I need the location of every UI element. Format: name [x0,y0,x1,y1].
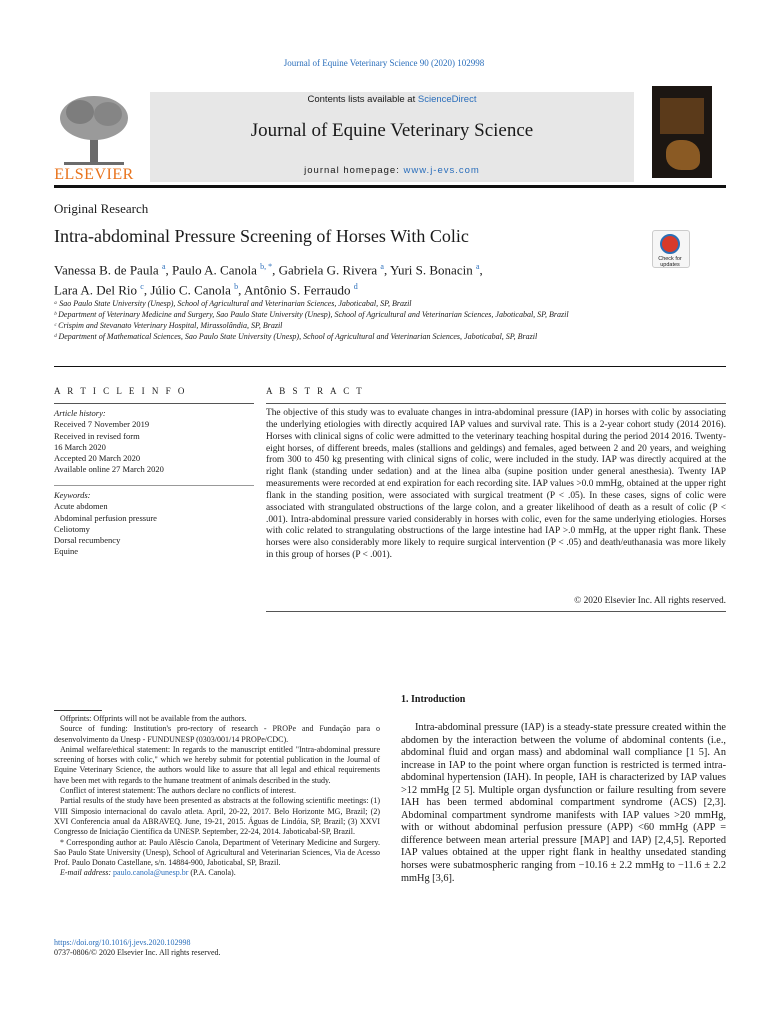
sciencedirect-link[interactable]: ScienceDirect [417,94,477,105]
author-name: Vanessa B. de Paula [54,262,159,278]
keywords-label: Keywords: [54,490,91,500]
footnote: Animal welfare/ethical statement: In regards to the manuscript entitled "Intra-abdominal pressure screening of horses with colic," which we hereby submit for potential publication in the Journal of Equine Veterinary Science, the authors would like to assure that all legal and ethical requirements have been met with regards to the humane treatment of animals described in the study. [54,744,380,785]
abstract-bottom-rule [266,611,726,612]
author-list: Vanessa B. de Paula $^a$, Paulo A. Canola $^{b, *}$, Gabriela G. Rivera $^a$, Yuri S. Bonacin $^a$, Lara A. Del Rio $^c$, Júlio C. Canola $^b$, Antônio S. Ferraudo $^d$ [54,262,483,298]
cover-horse-image [666,140,700,170]
email-label: E-mail address: [60,868,114,878]
email-link[interactable]: paulo.canola@unesp.br [113,868,189,878]
keyword: Acute abdomen [54,501,108,512]
check-updates-label: Check for updates [658,256,682,268]
affiliation: ᵈ Department of Mathematical Sciences, Sao Paulo State University (Unesp), School of Agricultural and Veterinarian Sciences, Jaboticabal, SP, Brazil [54,332,538,341]
email-suffix: (P.A. Canola). [188,868,236,878]
affiliation: ᵃ Sao Paulo State University (Unesp), School of Agricultural and Veterinarian Sciences, Jaboticabal, SP, Brazil [54,299,412,308]
author-affiliation-link[interactable]: b, * [260,262,273,271]
journal-citation[interactable]: Journal of Equine Veterinary Science 90 (2020) 102998 [283,58,485,68]
introduction-body: Intra-abdominal pressure (IAP) is a steady-state pressure created within the abdomen by the interaction between the volume of abdominal contents (i.e., abdominal fluid and organ mass) and abdominal wall compliance [1 5]. An increase in IAP to the point where organ function is restricted is termed intra-abdominal hypertension (IAH). In people, IAH is characterized by IAP values >12 mmHg [2 5]. Multiple organ dysfunction or failure resulting from severe IAH has been termed abdominal compartment syndrome (ACS) [2,3]. Abdominal compartment syndrome manifests with IAP values >20 mmHg, with or without abdominal perfusion pressure (APP) <60 mmHg (APP = difference between mean arterial pressure [MAP] and IAP) [2,4,5]. Reported IAP values obtained at the upper right flank in healthy unsedated standing horses were subatmospheric ranging from −10.16 ± 2.2 mmHg to −11.6 ± 2.2 mmHg [3,6]. [401,722,726,884]
author-name: Júlio C. Canola [150,282,231,298]
author-name: Antônio S. Ferraudo [243,282,351,298]
abstract-rule [266,403,726,404]
keyword: Equine [54,546,79,557]
history-entry: 16 March 2020 [54,441,106,452]
author-affiliation-link[interactable]: d [353,282,358,292]
homepage-link[interactable]: www.j-evs.com [403,165,480,176]
homepage-line [150,165,634,176]
article-info-heading: A R T I C L E I N F O [54,386,187,396]
email-footnote [54,868,380,878]
history-entry: Received in revised form [54,430,140,441]
cover-title-block [660,98,704,134]
author-name: Yuri S. Bonacin [390,262,473,278]
author-affiliation-link[interactable]: a [380,262,384,271]
footnote: Conflict of interest statement: The authors declare no conflicts of interest. [60,786,296,796]
keywords-list [54,490,254,558]
abstract-body: The objective of this study was to evaluate changes in intra-abdominal pressure (IAP) in horses with colic by associating the underlying etiologies with directly acquired IAP values and survival rate. This is a 2-year cohort study (2014 2016). Horses with clinical signs of colic were admitted to the veterinary teaching hospital during the period 2014 2016. Twenty-eight horses, of different breeds, males (stallions and geldings) and females, aged between 2 and 20 years, and weighing from 300 to 450 kg presenting with clinical signs of colic, were included in the study. IAP was directly acquired at the right flank (standing under sedation) and at the linea alba (supine position under general anesthesia). Twenty IAP measurements were recorded at end expiration for each recording site. IAP values >0.0 mmHg, obtained at the upper right flank in the standing position, were associated with surgical treatment (P < .05). In these cases, signs of colic were associated with strangulated obstructions of the large colon, and a greater likelihood of death as a result of colic (P < .001). Intra-abdominal pressure varied considerably in horses with colic, even for the same underlying etiologies. Horses with colic related to strangulating obstructions of the large intestine had IAP >.0 mmHg, at the upper right flank. These horses were also considerably more likely to require surgical intervention (P < .05) and death/euthanasia was more likely in this group of horses (P < .001). [266,408,726,561]
issn-line: 0737-0806/© 2020 Elsevier Inc. All rights reserved. [54,948,221,957]
author-affiliation-link[interactable]: a [161,262,166,271]
check-updates-icon [660,234,680,254]
elsevier-wordmark: ELSEVIER [54,166,134,183]
history-label: Article history: [54,408,106,418]
contents-prefix: Contents lists available at [307,94,418,105]
author-name: Gabriela G. Rivera [278,262,378,278]
keyword: Dorsal recumbency [54,535,121,546]
keywords-rule [54,485,254,486]
keyword: Abdominal perfusion pressure [54,512,157,523]
keyword: Celiotomy [54,523,90,534]
footnote: Offprints: Offprints will not be available from the authors. [60,714,247,723]
abstract-copyright: © 2020 Elsevier Inc. All rights reserved. [574,596,726,606]
header-rule [54,185,726,188]
author-name: Lara A. Del Rio [54,282,138,298]
footnote: * Corresponding author at: Paulo Alêscio Canola, Department of Veterinary Medicine and Surgery. Sao Paulo State University (Unesp), School of Agricultural and Veterinarian Sciences, Via de Acesso Prof. Paulo Donato Castellane, s/n. 14884-900, Jaboticabal, SP, Brazil. [54,837,380,868]
footnote: Source of funding: Institution's pro-rectory of research - PROPe and Fundação para o desenvolvimento da Unesp - FUNDUNESP (0303/001/14 PROPe/CDC). [54,724,380,744]
author-affiliation-link[interactable]: b [234,282,239,292]
author-affiliation-link[interactable]: a [475,262,480,271]
author-affiliation-link[interactable]: c [140,282,144,292]
article-type: Original Research [54,201,149,216]
affiliation: ᵇ Department of Veterinary Medicine and Surgery, Sao Paulo State University (Unesp), School of Agricultural and Veterinarian Sciences, Jaboticabal, SP, Brazil [54,310,569,319]
article-info-rule [54,403,254,404]
history-entry: Available online 27 March 2020 [54,464,164,475]
author-name: Paulo A. Canola [172,262,257,278]
history-entry: Accepted 20 March 2020 [54,453,141,464]
journal-title: Journal of Equine Veterinary Science [250,120,534,141]
introduction-heading: 1. Introduction [401,694,466,705]
homepage-prefix: journal homepage: [304,165,404,176]
footnotes [54,714,380,879]
paper-title: Intra-abdominal Pressure Screening of Horses With Colic [54,226,469,246]
history-entry: Received 7 November 2019 [54,419,150,430]
footnote: Partial results of the study have been presented as abstracts at the following scientific meetings: (1) VIII Simposio internacional do cavalo atleta. April, 20-22, 2017. Belo Horizonte MG, Brazil; (2) XVI Conferencia anual da ABRAVEQ. June, 19-21, 2015. Águas de Lindóia, SP, Brazil; (3) XXVI Congresso de Iniciação Científica da UNESP. September, 22-24, 2014. Jaboticabal-SP, Brazil. [54,796,380,837]
article-history [54,408,254,476]
section-rule [54,366,726,367]
affiliation: ᶜ Crispim and Stevanato Veterinary Hospital, Mirassolândia, SP, Brazil [54,321,283,330]
footnote-rule [54,710,102,711]
contents-line [150,94,634,105]
doi-link[interactable]: https://doi.org/10.1016/j.jevs.2020.102998 [54,938,191,947]
abstract-heading: A B S T R A C T [266,386,365,396]
affiliations [54,298,634,342]
